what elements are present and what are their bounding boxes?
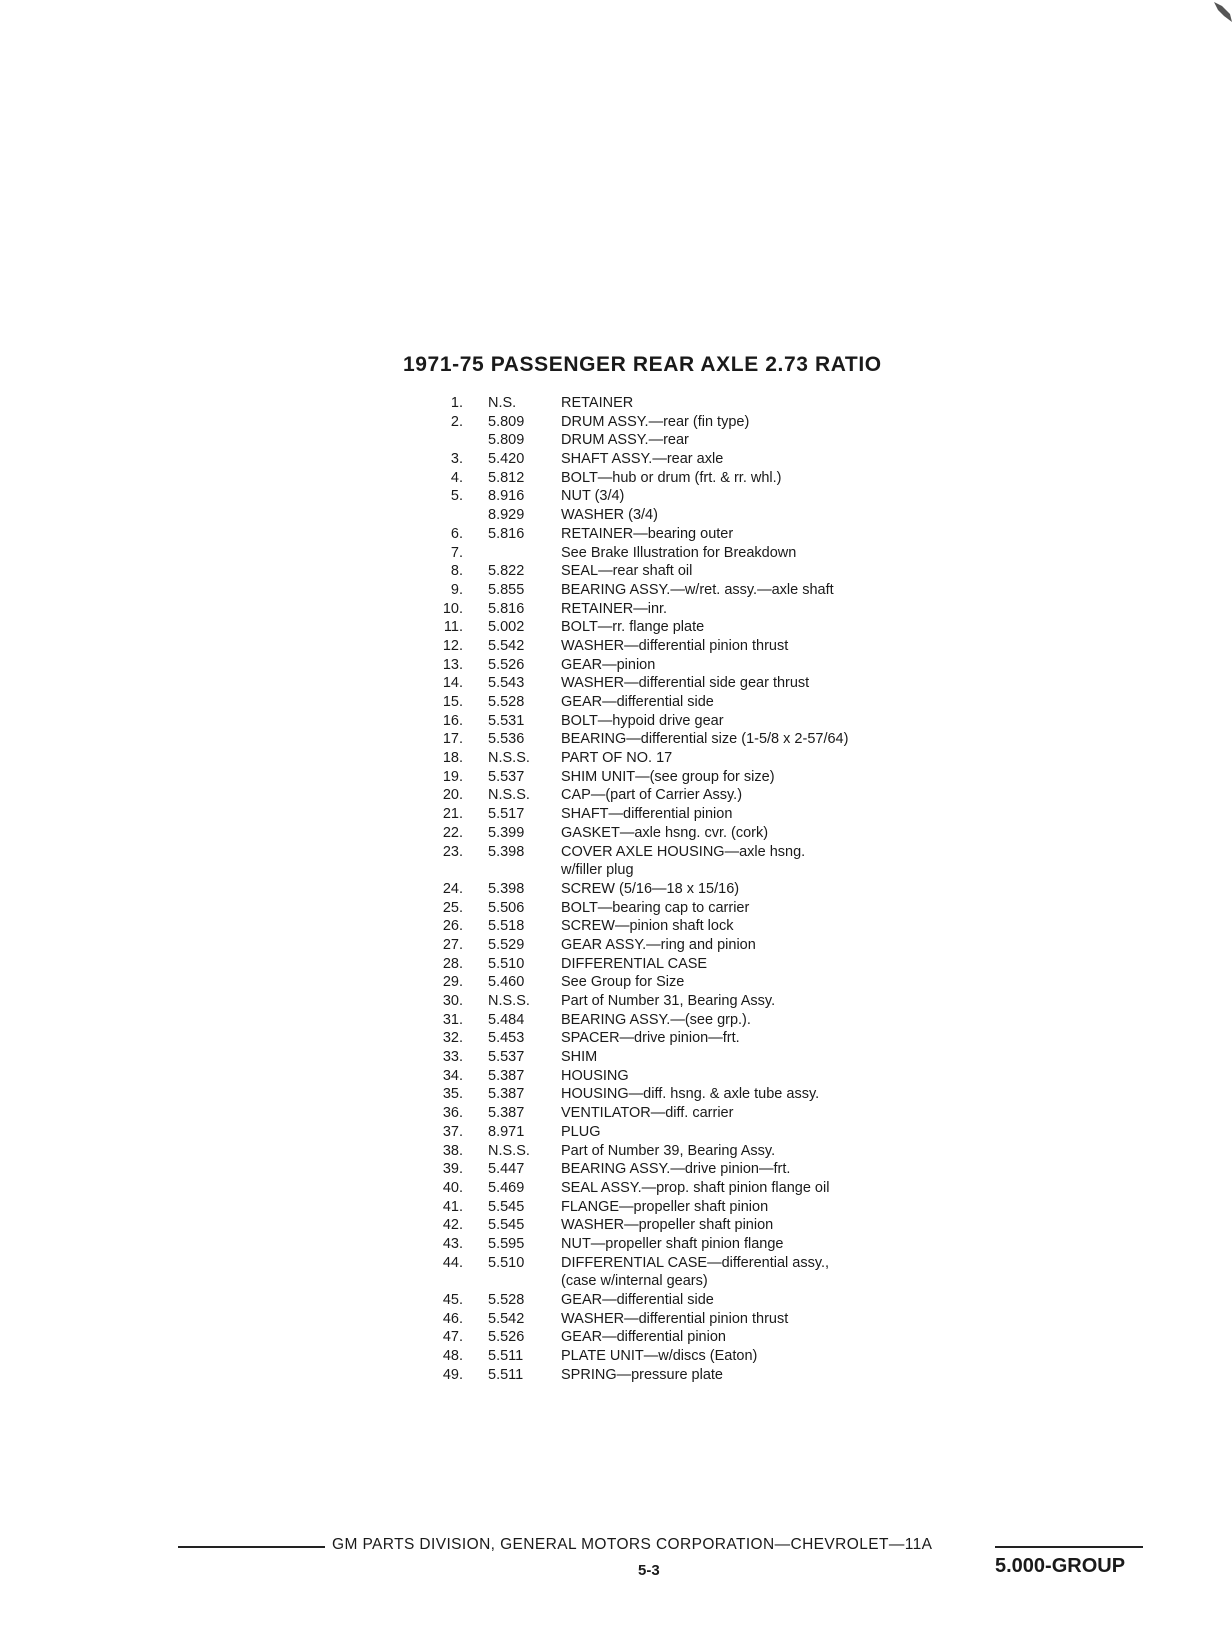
part-description: SEAL—rear shaft oil	[561, 563, 693, 580]
group-number: 5.822	[488, 563, 525, 580]
part-description: SPRING—pressure plate	[561, 1366, 723, 1383]
footer-rule-right	[995, 1546, 1143, 1548]
part-description: RETAINER	[561, 395, 634, 411]
item-number: 42.	[442, 1217, 463, 1234]
item-number: 14.	[442, 675, 463, 692]
part-description: SHIM UNIT—(see group for size)	[561, 768, 775, 785]
item-number: 4.	[450, 469, 463, 486]
item-number: 21.	[442, 806, 463, 823]
part-description: BEARING—differential size (1-5/8 x 2-57/64)	[561, 731, 849, 748]
group-number: 5.855	[488, 581, 525, 598]
group-number: 5.545	[488, 1198, 525, 1215]
item-number: 31.	[442, 1011, 463, 1028]
item-number: 28.	[442, 955, 463, 972]
group-number: 5.002	[488, 619, 525, 636]
part-description: BOLT—hypoid drive gear	[561, 712, 724, 729]
group-number: 5.518	[488, 918, 525, 935]
item-number: 25.	[442, 899, 463, 916]
group-number: 5.510	[488, 955, 525, 972]
item-number: 10.	[442, 600, 463, 617]
group-number: 8.916	[488, 488, 525, 505]
group-number: 5.511	[488, 1366, 524, 1383]
part-description: PLATE UNIT—w/discs (Eaton)	[561, 1348, 758, 1365]
footer-text: GM PARTS DIVISION, GENERAL MOTORS CORPORATION—CHEVROLET—11A	[332, 1536, 933, 1553]
part-description: BOLT—hub or drum (frt. & rr. whl.)	[561, 469, 782, 486]
item-number: 49.	[442, 1366, 463, 1383]
part-description: GEAR—pinion	[561, 656, 656, 673]
group-number: 8.971	[488, 1123, 525, 1140]
group-number: 5.484	[488, 1011, 525, 1028]
group-number: 5.809	[488, 413, 525, 430]
group-number: 5.529	[488, 936, 525, 953]
group-number: 5.460	[488, 974, 525, 991]
part-description: RETAINER—inr.	[561, 600, 668, 617]
part-description: RETAINER—bearing outer	[561, 525, 734, 542]
part-description: GASKET—axle hsng. cvr. (cork)	[561, 824, 769, 841]
item-number: 9.	[450, 581, 463, 598]
group-number: 5.387	[488, 1086, 525, 1103]
group-number: 5.545	[488, 1217, 525, 1234]
part-description: DIFFERENTIAL CASE	[561, 955, 708, 972]
item-number: 45.	[442, 1292, 463, 1308]
item-number: 18.	[442, 750, 463, 767]
group-number: 5.420	[488, 451, 525, 468]
group-number: 5.447	[488, 1161, 525, 1178]
group-number: 5.595	[488, 1235, 525, 1252]
item-number: 12.	[442, 637, 463, 654]
group-number: 5.536	[488, 731, 525, 748]
part-description: Part of Number 39, Bearing Assy.	[561, 1142, 776, 1159]
group-number: 5.398	[488, 880, 525, 897]
part-description: See Brake Illustration for Breakdown	[561, 544, 797, 561]
part-description: NUT (3/4)	[561, 488, 625, 505]
item-number: 27.	[442, 936, 463, 953]
group-number: 8.929	[488, 507, 525, 524]
item-number: 34.	[442, 1067, 463, 1084]
part-description: SPACER—drive pinion—frt.	[561, 1030, 740, 1047]
page-title: 1971-75 PASSENGER REAR AXLE 2.73 RATIO	[403, 353, 882, 376]
group-number: 5.526	[488, 656, 525, 673]
item-number: 20.	[442, 787, 463, 804]
part-description: SEAL ASSY.—prop. shaft pinion flange oil	[561, 1179, 830, 1196]
group-number: 5.387	[488, 1105, 525, 1122]
group-number: 5.816	[488, 600, 525, 617]
item-number: 29.	[442, 974, 463, 991]
group-label: 5.000-GROUP	[995, 1555, 1126, 1577]
part-description: PLUG	[561, 1123, 601, 1140]
group-number: 5.531	[488, 712, 525, 729]
item-number: 2.	[450, 413, 463, 430]
item-number: 23.	[442, 843, 463, 860]
part-description: GEAR—differential side	[561, 1292, 714, 1308]
part-description: WASHER—differential pinion thrust	[561, 637, 789, 654]
page-number: 5-3	[638, 1562, 660, 1579]
item-number: 19.	[442, 768, 463, 785]
part-description: BOLT—rr. flange plate	[561, 619, 705, 636]
corner-smudge-icon	[1210, 0, 1232, 22]
item-number: 15.	[442, 694, 463, 710]
group-number: 5.809	[488, 432, 525, 449]
part-description: PART OF NO. 17	[561, 750, 673, 767]
part-description: WASHER—differential side gear thrust	[561, 675, 810, 692]
part-description: w/filler plug	[561, 862, 634, 879]
group-number: 5.398	[488, 843, 525, 860]
item-number: 35.	[442, 1086, 463, 1103]
part-description: SCREW—pinion shaft lock	[561, 918, 734, 935]
item-number: 1.	[450, 395, 463, 411]
part-description: WASHER (3/4)	[561, 507, 658, 524]
group-number: 5.506	[488, 899, 525, 916]
item-number: 3.	[450, 451, 463, 468]
item-number: 37.	[442, 1123, 463, 1140]
item-number: 26.	[442, 918, 463, 935]
part-description: HOUSING—diff. hsng. & axle tube assy.	[561, 1086, 820, 1103]
group-number: 5.537	[488, 768, 525, 785]
part-description: BOLT—bearing cap to carrier	[561, 899, 750, 916]
group-number: 5.537	[488, 1049, 525, 1066]
item-number: 36.	[442, 1105, 463, 1122]
part-description: COVER AXLE HOUSING—axle hsng.	[561, 843, 806, 860]
part-description: DIFFERENTIAL CASE—differential assy.,	[561, 1254, 830, 1271]
part-description: BEARING ASSY.—drive pinion—frt.	[561, 1161, 791, 1178]
group-number: 5.526	[488, 1329, 525, 1346]
item-number: 48.	[442, 1348, 463, 1365]
item-number: 24.	[442, 880, 463, 897]
group-number: 5.542	[488, 1310, 525, 1327]
part-description: Part of Number 31, Bearing Assy.	[561, 993, 776, 1009]
part-description: FLANGE—propeller shaft pinion	[561, 1198, 769, 1215]
group-number: N.S.S.	[488, 787, 530, 804]
item-number: 30.	[442, 993, 463, 1009]
item-number: 39.	[442, 1161, 463, 1178]
group-number: N.S.S.	[488, 750, 530, 767]
item-number: 41.	[442, 1198, 463, 1215]
part-description: GEAR—differential pinion	[561, 1329, 726, 1346]
part-description: HOUSING	[561, 1067, 629, 1084]
part-description: (case w/internal gears)	[561, 1273, 708, 1290]
item-number: 17.	[442, 731, 463, 748]
part-description: SHAFT ASSY.—rear axle	[561, 451, 724, 468]
item-number: 11.	[443, 619, 463, 636]
group-number: N.S.	[488, 395, 517, 411]
part-description: WASHER—propeller shaft pinion	[561, 1217, 774, 1234]
group-number: 5.517	[488, 806, 525, 823]
group-number: N.S.S.	[488, 1142, 530, 1159]
part-description: WASHER—differential pinion thrust	[561, 1310, 789, 1327]
group-number: 5.510	[488, 1254, 525, 1271]
group-number: 5.812	[488, 469, 525, 486]
part-description: NUT—propeller shaft pinion flange	[561, 1235, 784, 1252]
footer-rule-left	[178, 1546, 325, 1548]
part-description: See Group for Size	[561, 974, 685, 991]
item-number: 6.	[450, 525, 463, 542]
item-number: 22.	[442, 824, 463, 841]
item-number: 8.	[450, 563, 463, 580]
group-number: 5.399	[488, 824, 525, 841]
item-number: 33.	[442, 1049, 463, 1066]
group-number: 5.453	[488, 1030, 525, 1047]
group-number: 5.528	[488, 1292, 525, 1308]
part-description: DRUM ASSY.—rear (fin type)	[561, 413, 750, 430]
item-number: 13.	[442, 656, 463, 673]
item-number: 46.	[442, 1310, 463, 1327]
item-number: 47.	[442, 1329, 463, 1346]
part-description: GEAR—differential side	[561, 694, 714, 710]
part-description: BEARING ASSY.—(see grp.).	[561, 1011, 751, 1028]
item-number: 7.	[450, 544, 463, 561]
group-number: 5.543	[488, 675, 525, 692]
group-number: 5.469	[488, 1179, 525, 1196]
part-description: DRUM ASSY.—rear	[561, 432, 689, 449]
part-description: GEAR ASSY.—ring and pinion	[561, 936, 756, 953]
item-number: 5.	[450, 488, 463, 505]
group-number: 5.816	[488, 525, 525, 542]
item-number: 16.	[442, 712, 463, 729]
group-number: 5.387	[488, 1067, 525, 1084]
part-description: BEARING ASSY.—w/ret. assy.—axle shaft	[561, 581, 834, 598]
item-number: 32.	[442, 1030, 463, 1047]
part-description: VENTILATOR—diff. carrier	[561, 1105, 734, 1122]
item-number: 44.	[442, 1254, 463, 1271]
group-number: 5.528	[488, 694, 525, 710]
item-number: 38.	[442, 1142, 463, 1159]
group-number: 5.542	[488, 637, 525, 654]
part-description: SHIM	[561, 1049, 598, 1066]
part-description: SCREW (5/16—18 x 15/16)	[561, 880, 740, 897]
part-description: CAP—(part of Carrier Assy.)	[561, 787, 743, 804]
part-description: SHAFT—differential pinion	[561, 806, 733, 823]
item-number: 40.	[442, 1179, 463, 1196]
group-number: N.S.S.	[488, 993, 530, 1009]
group-number: 5.511	[488, 1348, 524, 1365]
item-number: 43.	[442, 1235, 463, 1252]
